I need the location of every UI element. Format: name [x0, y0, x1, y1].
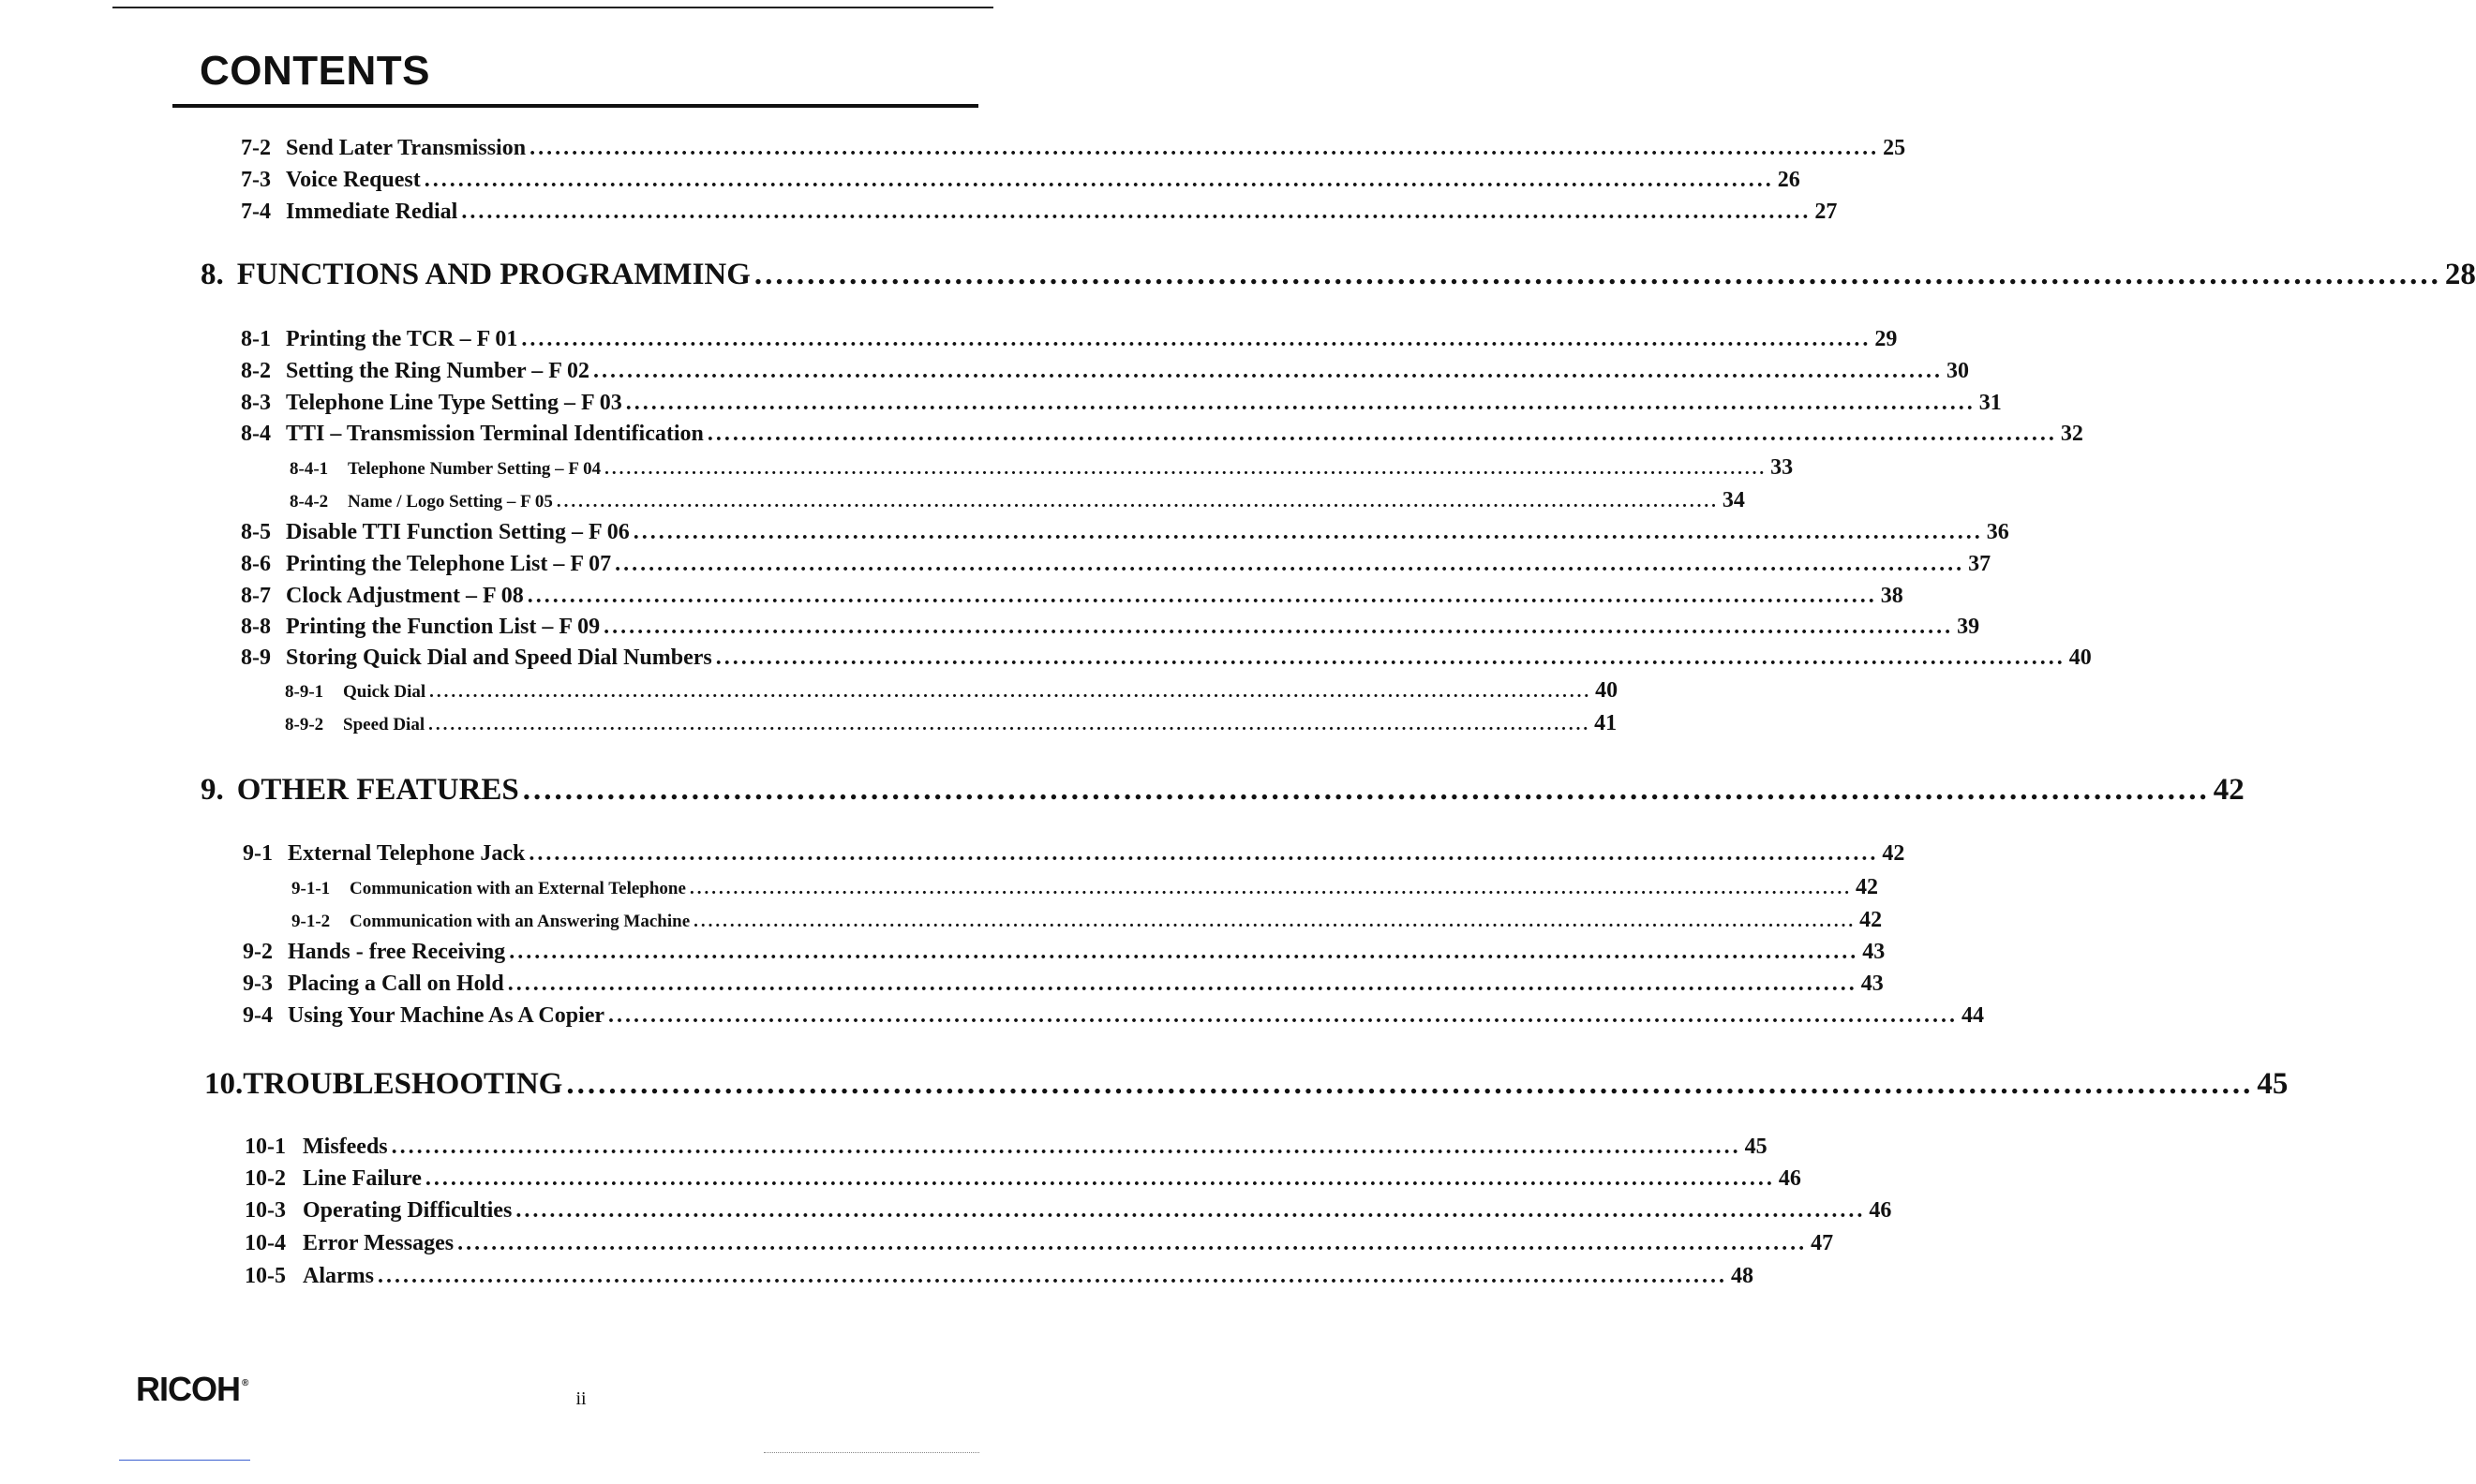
toc-entry-title: Using Your Machine As A Copier [288, 1003, 605, 1028]
toc-entry-page: 37 [1968, 552, 1991, 576]
toc-leader-dots: ................................................................................................................................................................ [509, 940, 1859, 964]
toc-entry-number: 7-4 [241, 200, 271, 224]
toc-entry [243, 1003, 1985, 1028]
toc-chapter-title: OTHER FEATURES [236, 773, 519, 807]
page-title: CONTENTS [200, 48, 430, 94]
toc-leader-dots: ................................................................................................................................................................ [461, 200, 1812, 224]
toc-subentry-number: 8-4-2 [290, 492, 329, 512]
toc-subentry-title: Telephone Number Setting – F 04 [348, 459, 602, 479]
toc-subentry [291, 875, 1878, 899]
toc-chapter-number: 9. [201, 773, 224, 807]
toc-leader-dots: ................................................................................................................................................................ [604, 459, 1768, 479]
toc-leader-dots: ................................................................................................................................................................ [633, 520, 1983, 544]
toc-leader-dots: ................................................................................................................................................................ [377, 1264, 1727, 1288]
toc-entry [245, 1231, 1834, 1255]
toc-leader-dots: ................................................................................................................................................................ [753, 258, 2441, 291]
toc-entry-number: 10-1 [245, 1135, 286, 1159]
toc-subentry-page: 41 [1594, 711, 1618, 735]
toc-leader-dots: ................................................................................................................................................................ [566, 1067, 2254, 1101]
toc-subentry-title: Speed Dial [343, 715, 425, 735]
toc-entry-page: 45 [1744, 1135, 1768, 1159]
toc-leader-dots: ................................................................................................................................................................ [615, 552, 1965, 576]
toc-subentry-title: Quick Dial [343, 682, 426, 702]
toc-entry-page: 31 [1978, 391, 2002, 415]
toc-entry-page: 30 [1946, 359, 1969, 383]
toc-chapter [201, 258, 2476, 291]
toc-leader-dots: ................................................................................................................................................................ [429, 682, 1592, 702]
toc-entry-title: Telephone Line Type Setting – F 03 [286, 391, 622, 415]
toc-entry-number: 10-5 [245, 1264, 286, 1288]
toc-leader-dots: ................................................................................................................................................................ [424, 168, 1774, 192]
toc-leader-dots: ................................................................................................................................................................ [689, 879, 1852, 898]
toc-entry-title: Disable TTI Function Setting – F 06 [286, 520, 630, 544]
toc-leader-dots: ................................................................................................................................................................ [425, 1166, 1775, 1191]
toc-leader-dots: ................................................................................................................................................................ [391, 1135, 1741, 1159]
toc-subentry-page: 42 [1859, 908, 1883, 932]
toc-entry-number: 8-2 [241, 359, 271, 383]
toc-entry-number: 10-3 [245, 1198, 286, 1223]
toc-subentry-page: 40 [1595, 678, 1618, 703]
toc-entry-page: 44 [1961, 1003, 1985, 1028]
toc-entry [245, 1198, 1892, 1223]
toc-leader-dots: ................................................................................................................................................................ [593, 359, 1943, 383]
toc-entry-title: Hands - free Receiving [288, 940, 506, 964]
toc-entry-title: Immediate Redial [286, 200, 458, 224]
toc-entry-number: 9-2 [243, 940, 273, 964]
toc-entry-page: 46 [1778, 1166, 1801, 1191]
toc-entry-title: Voice Request [286, 168, 421, 192]
toc-entry [241, 552, 1991, 576]
toc-entry-title: TTI – Transmission Terminal Identification [286, 422, 704, 446]
toc-subentry [290, 455, 1794, 480]
toc-subentry [290, 488, 1745, 512]
toc-entry-page: 29 [1874, 327, 1898, 351]
toc-subentry [285, 678, 1618, 703]
toc-entry-number: 7-3 [241, 168, 271, 192]
toc-chapter-page: 45 [2257, 1067, 2289, 1101]
top-edge-rule [112, 7, 993, 8]
toc-entry-title: External Telephone Jack [288, 841, 526, 866]
toc-entry-page: 36 [1986, 520, 2009, 544]
toc-entry-page: 38 [1880, 584, 1903, 608]
toc-entry [241, 168, 1800, 192]
toc-entry [241, 615, 1980, 639]
toc-entry-number: 8-4 [241, 422, 271, 446]
toc-entry [241, 136, 1906, 160]
toc-entry [241, 391, 2002, 415]
toc-subentry-title: Communication with an External Telephone [350, 879, 686, 898]
toc-entry-page: 43 [1860, 972, 1884, 996]
toc-entry-title: Misfeeds [303, 1135, 388, 1159]
toc-entry-page: 43 [1862, 940, 1886, 964]
toc-leader-dots: ................................................................................................................................................................ [515, 1198, 1866, 1223]
toc-entry-title: Error Messages [303, 1231, 455, 1255]
toc-leader-dots: ................................................................................................................................................................ [527, 584, 1877, 608]
toc-leader-dots: ................................................................................................................................................................ [522, 773, 2210, 807]
toc-entry-page: 26 [1777, 168, 1800, 192]
toc-entry [243, 972, 1884, 996]
toc-entry-title: Printing the TCR – F 01 [286, 327, 518, 351]
toc-subentry-number: 8-9-1 [285, 682, 324, 702]
toc-entry-title: Placing a Call on Hold [288, 972, 504, 996]
toc-entry-title: Send Later Transmission [286, 136, 527, 160]
ricoh-logo-text: RICOH [136, 1370, 240, 1408]
toc-subentry-page: 33 [1770, 455, 1794, 480]
toc-entry-page: 47 [1811, 1231, 1834, 1255]
toc-chapter-page: 28 [2444, 258, 2476, 291]
toc-entry [241, 422, 2083, 446]
toc-entry [243, 841, 1905, 866]
toc-entry-page: 32 [2060, 422, 2083, 446]
toc-leader-dots: ................................................................................................................................................................ [608, 1003, 1959, 1028]
toc-subentry-title: Communication with an Answering Machine [350, 912, 691, 931]
toc-entry-number: 10-2 [245, 1166, 286, 1191]
toc-subentry [285, 711, 1618, 735]
toc-subentry [291, 908, 1883, 932]
toc-subentry-number: 8-9-2 [285, 715, 324, 735]
toc-entry-title: Setting the Ring Number – F 02 [286, 359, 589, 383]
toc-leader-dots: ................................................................................................................................................................ [457, 1231, 1808, 1255]
toc-leader-dots: ................................................................................................................................................................ [521, 327, 1872, 351]
toc-entry-number: 8-6 [241, 552, 271, 576]
toc-entry-title: Printing the Function List – F 09 [286, 615, 601, 639]
toc-entry-number: 8-5 [241, 520, 271, 544]
bottom-edge-dashes [764, 1452, 979, 1454]
toc-entry-page: 27 [1814, 200, 1838, 224]
toc-leader-dots: ................................................................................................................................................................ [507, 972, 1857, 996]
toc-entry-title: Printing the Telephone List – F 07 [286, 552, 612, 576]
toc-subentry-number: 9-1-1 [291, 879, 331, 898]
toc-entry-title: Alarms [303, 1264, 374, 1288]
toc-entry [241, 646, 2092, 670]
toc-leader-dots: ................................................................................................................................................................ [625, 391, 1976, 415]
toc-entry-number: 8-7 [241, 584, 271, 608]
toc-entry-number: 8-9 [241, 646, 271, 670]
toc-chapter-title: TROUBLESHOOTING [243, 1067, 563, 1101]
toc-chapter-number: 10. [204, 1067, 244, 1101]
toc-entry-number: 9-4 [243, 1003, 273, 1028]
toc-entry-page: 39 [1957, 615, 1980, 639]
toc-subentry-number: 8-4-1 [290, 459, 329, 479]
toc-entry [241, 200, 1838, 224]
toc-subentry-page: 42 [1855, 875, 1878, 899]
toc-entry-title: Line Failure [303, 1166, 422, 1191]
toc-entry-number: 10-4 [245, 1231, 286, 1255]
title-underline [172, 104, 978, 108]
toc-chapter [204, 1067, 2289, 1101]
toc-entry-title: Clock Adjustment – F 08 [286, 584, 524, 608]
ricoh-logo [136, 1370, 249, 1408]
toc-entry-page: 46 [1869, 1198, 1892, 1223]
toc-chapter-number: 8. [201, 258, 224, 291]
toc-entry-page: 48 [1730, 1264, 1753, 1288]
toc-entry-number: 8-1 [241, 327, 271, 351]
toc-leader-dots: ................................................................................................................................................................ [604, 615, 1954, 639]
toc-entry-number: 8-8 [241, 615, 271, 639]
registered-mark: ® [242, 1377, 249, 1388]
toc-leader-dots: ................................................................................................................................................................ [707, 422, 2057, 446]
toc-entry-title: Operating Difficulties [303, 1198, 513, 1223]
toc-leader-dots: ................................................................................................................................................................ [556, 492, 1719, 512]
toc-entry [243, 940, 1886, 964]
toc-subentry-title: Name / Logo Setting – F 05 [348, 492, 553, 512]
toc-entry-number: 9-1 [243, 841, 273, 866]
toc-chapter-page: 42 [2213, 773, 2245, 807]
toc-chapter-title: FUNCTIONS AND PROGRAMMING [236, 258, 751, 291]
toc-subentry-number: 9-1-2 [291, 912, 331, 931]
toc-entry-page: 42 [1882, 841, 1905, 866]
bottom-edge-rule [119, 1460, 250, 1461]
toc-entry [241, 520, 2009, 544]
toc-chapter [201, 773, 2245, 807]
toc-leader-dots: ................................................................................................................................................................ [428, 715, 1591, 735]
toc-entry [241, 359, 1969, 383]
toc-entry [245, 1135, 1768, 1159]
toc-entry-page: 25 [1883, 136, 1906, 160]
toc-leader-dots: ................................................................................................................................................................ [530, 136, 1880, 160]
toc-entry-page: 40 [2068, 646, 2092, 670]
page-number: ii [575, 1388, 587, 1409]
toc-entry-title: Storing Quick Dial and Speed Dial Numbers [286, 646, 712, 670]
toc-entry-number: 9-3 [243, 972, 273, 996]
toc-leader-dots: ................................................................................................................................................................ [529, 841, 1879, 866]
toc-entry [245, 1166, 1801, 1191]
toc-entry-number: 8-3 [241, 391, 271, 415]
toc-leader-dots: ................................................................................................................................................................ [694, 912, 1857, 931]
toc-entry [241, 584, 1903, 608]
toc-entry-number: 7-2 [241, 136, 271, 160]
toc-subentry-page: 34 [1722, 488, 1745, 512]
toc-leader-dots: ................................................................................................................................................................ [715, 646, 2066, 670]
toc-entry [241, 327, 1898, 351]
toc-entry [245, 1264, 1753, 1288]
